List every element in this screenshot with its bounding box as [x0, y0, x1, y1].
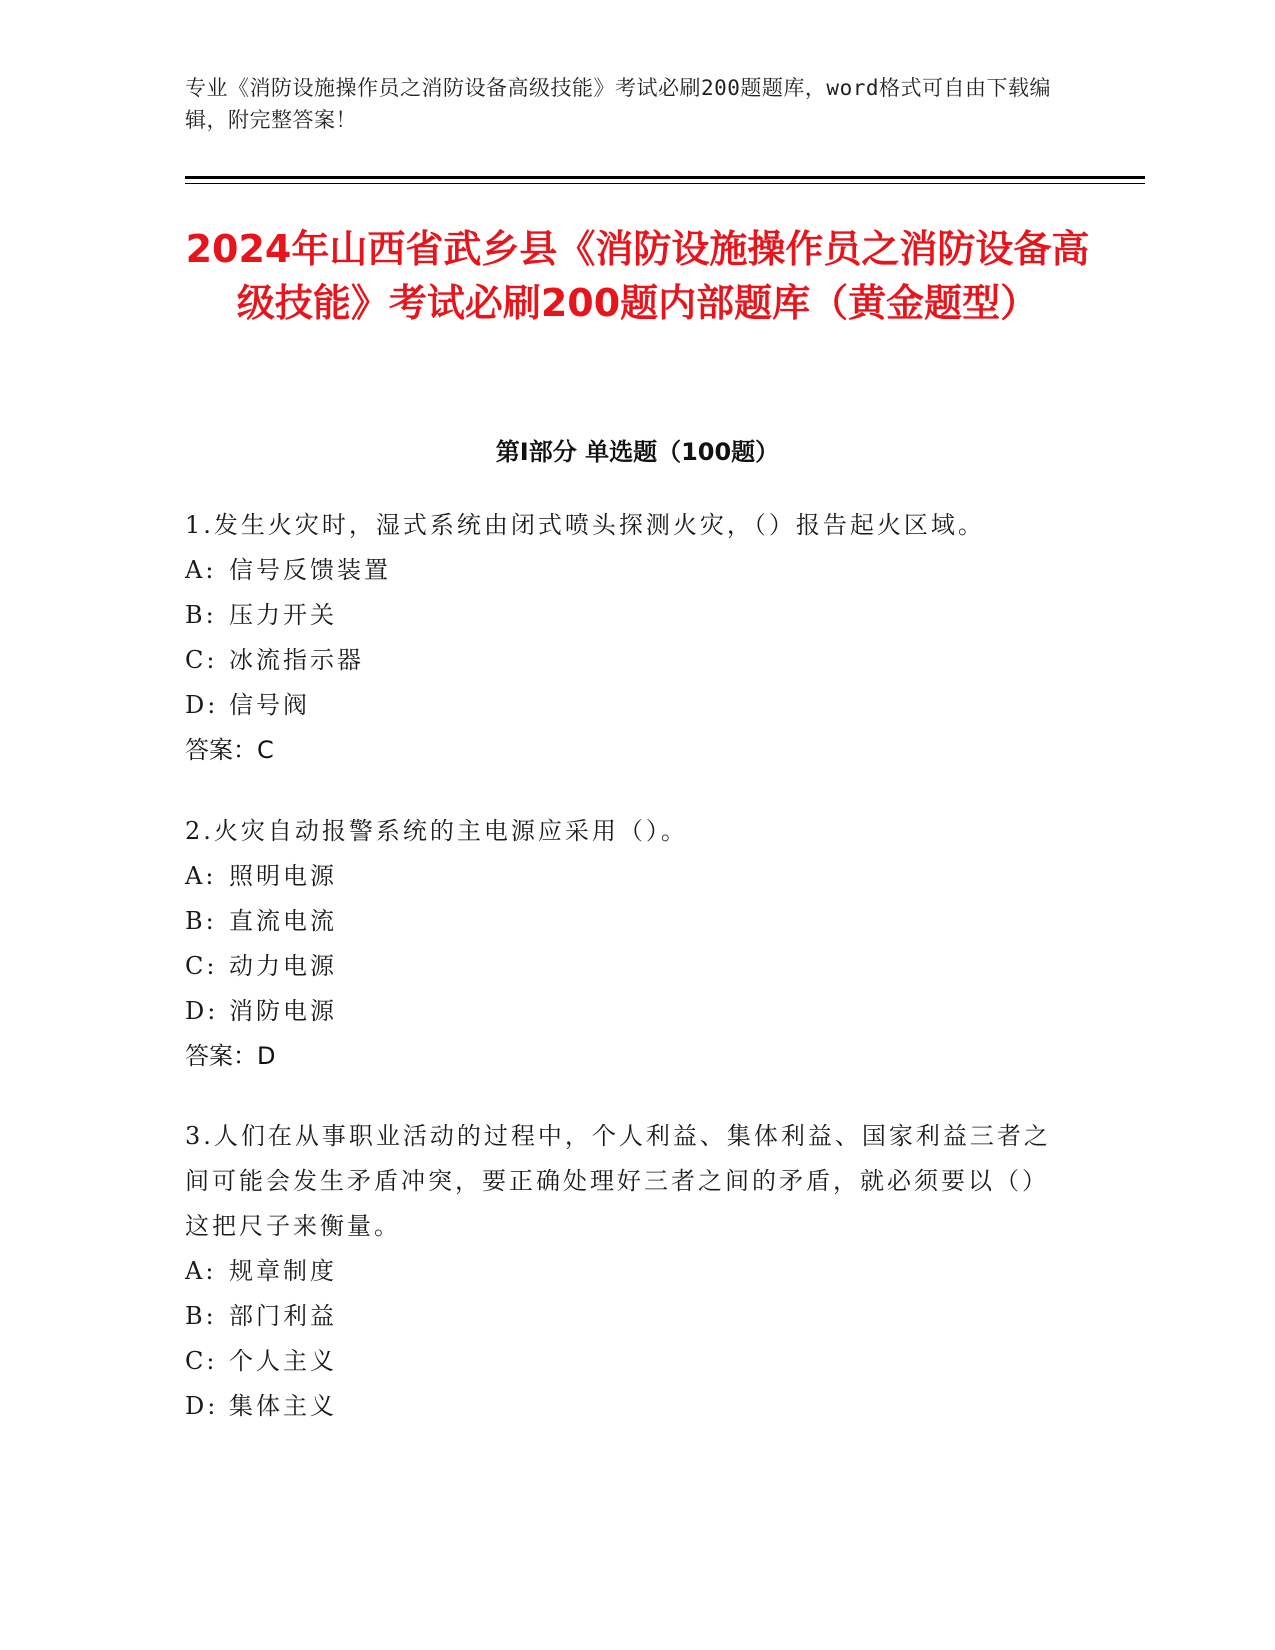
option-text: 直流电流 [229, 907, 337, 935]
header-rule-thick [185, 176, 1145, 179]
option-d [185, 1384, 1065, 1429]
option-text: 压力开关 [229, 601, 337, 629]
option-text: 部门利益 [229, 1302, 337, 1330]
option-c [185, 638, 1065, 683]
option-letter: C: [185, 952, 218, 980]
option-b [185, 899, 1065, 944]
question-3 [185, 1114, 1065, 1429]
document-title: 2024年山西省武乡县《消防设施操作员之消防设备高级技能》考试必刷200题内部题库（黄金题型） [185, 227, 1090, 325]
option-a [185, 1249, 1065, 1294]
question-stem: 2.火灾自动报警系统的主电源应采用（）。 [185, 817, 688, 845]
option-c [185, 944, 1065, 989]
option-text: 规章制度 [229, 1257, 337, 1285]
question-stem: 3.人们在从事职业活动的过程中，个人利益、集体利益、国家利益三者之间可能会发生矛盾冲突，要正确处理好三者之间的矛盾，就必须要以（）这把尺子来衡量。 [185, 1122, 1051, 1240]
option-text: 冰流指示器 [229, 646, 364, 674]
option-letter: B: [185, 1302, 217, 1330]
option-text: 消防电源 [229, 997, 337, 1025]
option-text: 集体主义 [229, 1392, 337, 1420]
option-letter: A: [185, 556, 217, 584]
option-d [185, 989, 1065, 1034]
option-d [185, 683, 1065, 728]
header-rule-thin [185, 183, 1145, 184]
option-text: 动力电源 [229, 952, 337, 980]
option-letter: D: [185, 1392, 219, 1420]
option-text: 信号阀 [229, 691, 310, 719]
option-letter: C: [185, 646, 218, 674]
option-letter: A: [185, 862, 217, 890]
answer-line: 答案：C [185, 736, 274, 764]
option-a [185, 854, 1065, 899]
option-c [185, 1339, 1065, 1384]
option-letter: D: [185, 691, 219, 719]
question-1 [185, 503, 1065, 773]
question-2 [185, 809, 1065, 1079]
option-b [185, 593, 1065, 638]
option-letter: B: [185, 907, 217, 935]
option-letter: B: [185, 601, 217, 629]
option-text: 个人主义 [229, 1347, 337, 1375]
option-letter: D: [185, 997, 219, 1025]
section-title: 第Ⅰ部分 单选题（100题） [495, 438, 780, 466]
question-stem: 1.发生火灾时，湿式系统由闭式喷头探测火灾，（）报告起火区域。 [185, 511, 985, 539]
answer-line: 答案：D [185, 1042, 276, 1070]
header-note: 专业《消防设施操作员之消防设备高级技能》考试必刷200题题库，word格式可自由下载编辑，附完整答案！ [185, 76, 1051, 132]
option-text: 信号反馈装置 [229, 556, 391, 584]
option-text: 照明电源 [229, 862, 337, 890]
option-letter: C: [185, 1347, 218, 1375]
option-a [185, 548, 1065, 593]
option-b [185, 1294, 1065, 1339]
option-letter: A: [185, 1257, 217, 1285]
